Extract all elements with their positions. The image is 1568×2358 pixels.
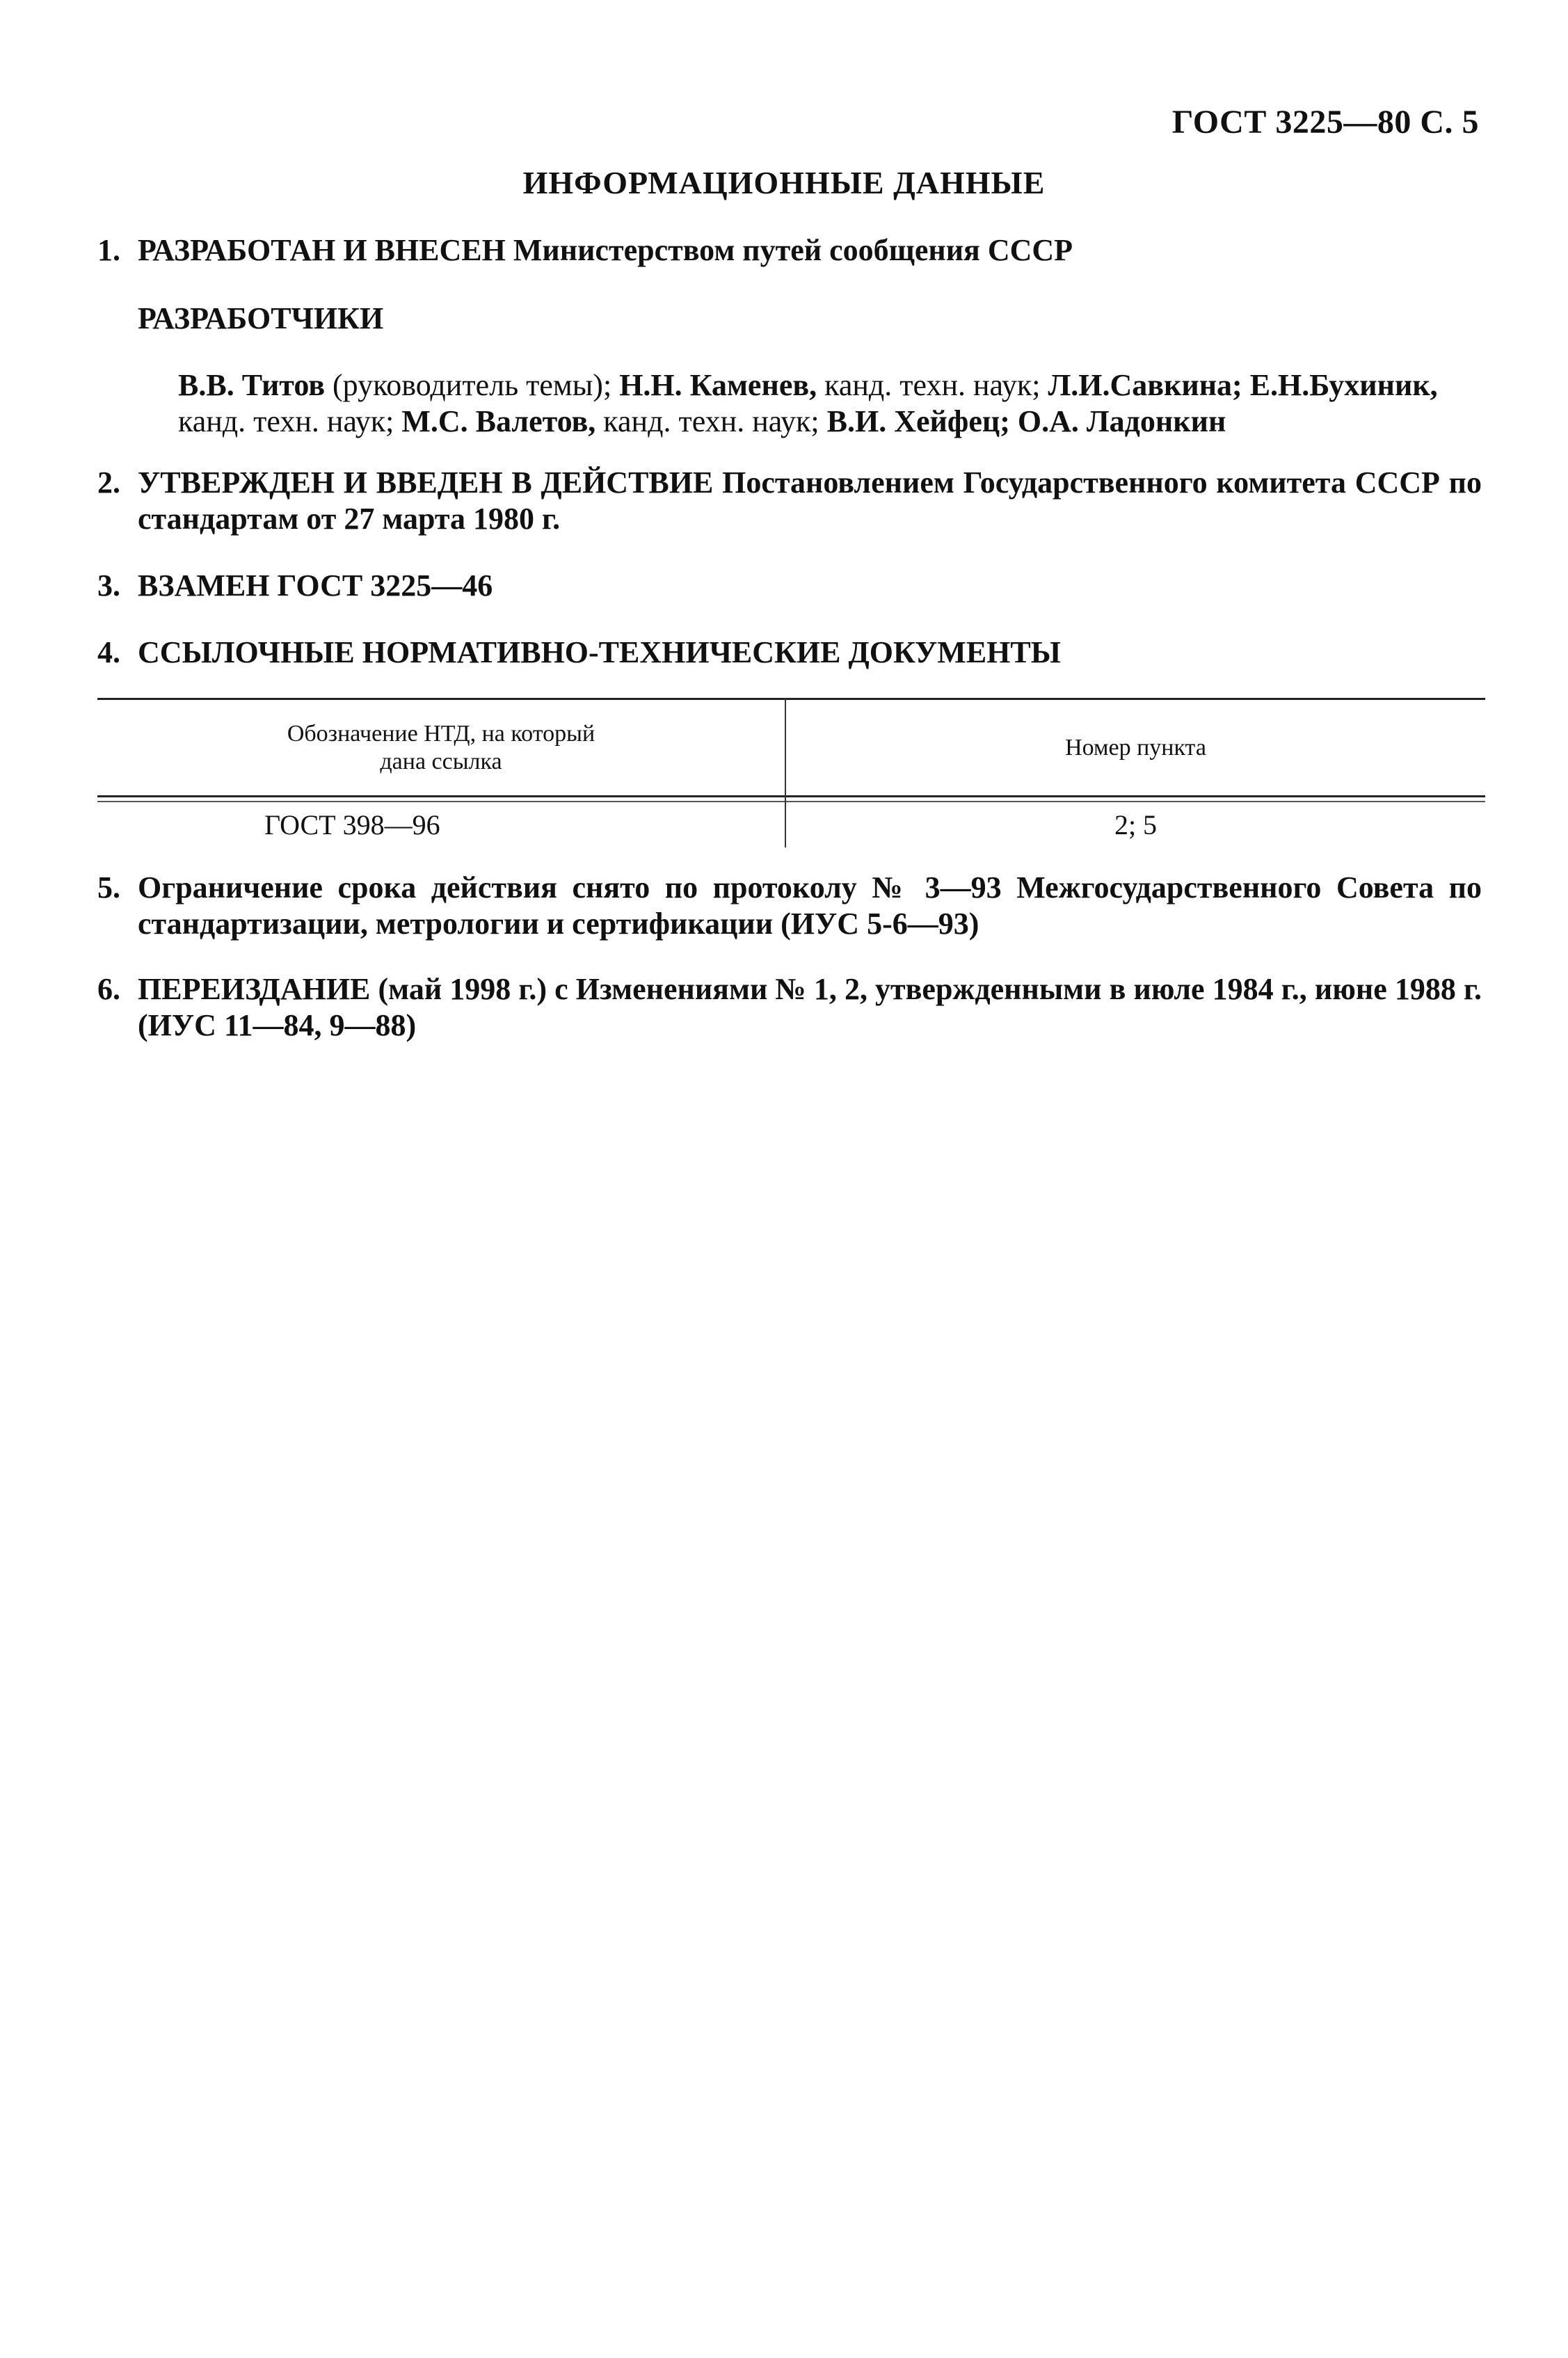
item-text: ВЗАМЕН ГОСТ 3225—46 [138, 568, 493, 603]
item-text: ПЕРЕИЗДАНИЕ (май 1998 г.) с Изменениями № 1, 2, утвержденными в июле 1984 г., июне 1988 г. (ИУС 11—84, 9—88) [138, 972, 1482, 1042]
info-item-5 [97, 870, 1482, 941]
item-number: 6. [97, 972, 120, 1006]
info-item-3 [97, 568, 1482, 604]
page-header-doc-ref: ГОСТ 3225—80 С. 5 [1171, 104, 1479, 141]
table-cell-designation: ГОСТ 398—96 [264, 809, 440, 841]
item-text: УТВЕРЖДЕН И ВВЕДЕН В ДЕЙСТВИЕ Постановлением Государственного комитета СССР по стандартам от 27 марта 1980 г. [138, 465, 1482, 536]
table-header-rule [97, 795, 1485, 797]
header-line: Обозначение НТД, на который [287, 721, 595, 747]
item-number: 3. [97, 568, 120, 603]
developer-degree: канд. техн. наук; [178, 404, 402, 438]
table-header-designation [97, 720, 785, 776]
item-number: 1. [97, 233, 120, 267]
developers-heading: РАЗРАБОТЧИКИ [138, 301, 384, 335]
developers-line-1 [178, 367, 1482, 404]
developers-list [178, 367, 1482, 440]
developer-name: Н.Н. Каменев, [619, 368, 817, 402]
developer-degree: канд. техн. наук; [817, 368, 1048, 402]
info-item-4 [97, 635, 1482, 671]
info-item-2 [97, 465, 1482, 536]
developer-degree: канд. техн. наук; [595, 404, 827, 438]
info-item-6 [97, 971, 1482, 1042]
table-header-rule-double [97, 801, 1485, 802]
item-text: РАЗРАБОТАН И ВНЕСЕН Министерством путей сообщения СССР [138, 233, 1073, 267]
item-number: 2. [97, 465, 120, 500]
item-number: 4. [97, 635, 120, 669]
table-header-clause: Номер пункта [1065, 735, 1206, 760]
item-text: ССЫЛОЧНЫЕ НОРМАТИВНО-ТЕХНИЧЕСКИЕ ДОКУМЕНТЫ [138, 635, 1061, 669]
item-number: 5. [97, 870, 120, 905]
developer-name: В.И. Хейфец; О.А. Ладонкин [826, 404, 1226, 438]
developer-name: В.В. Титов [178, 368, 325, 402]
info-item-1 [97, 232, 1482, 269]
developer-name: Л.И.Савкина; Е.Н.Бухиник, [1048, 368, 1438, 402]
table-cell-clause: 2; 5 [1114, 809, 1158, 841]
page-title: ИНФОРМАЦИОННЫЕ ДАННЫЕ [522, 165, 1046, 200]
developers-line-2 [178, 404, 1482, 440]
header-line: дана ссылка [380, 749, 502, 774]
table-top-rule [97, 698, 1485, 700]
developer-role: (руководитель темы); [325, 368, 620, 402]
developer-name: М.С. Валетов, [401, 404, 596, 438]
item-text: Ограничение срока действия снято по протоколу № 3—93 Межгосударственного Совета по стандартизации, метрологии и сертификации (ИУС 5-6—93) [138, 870, 1482, 941]
